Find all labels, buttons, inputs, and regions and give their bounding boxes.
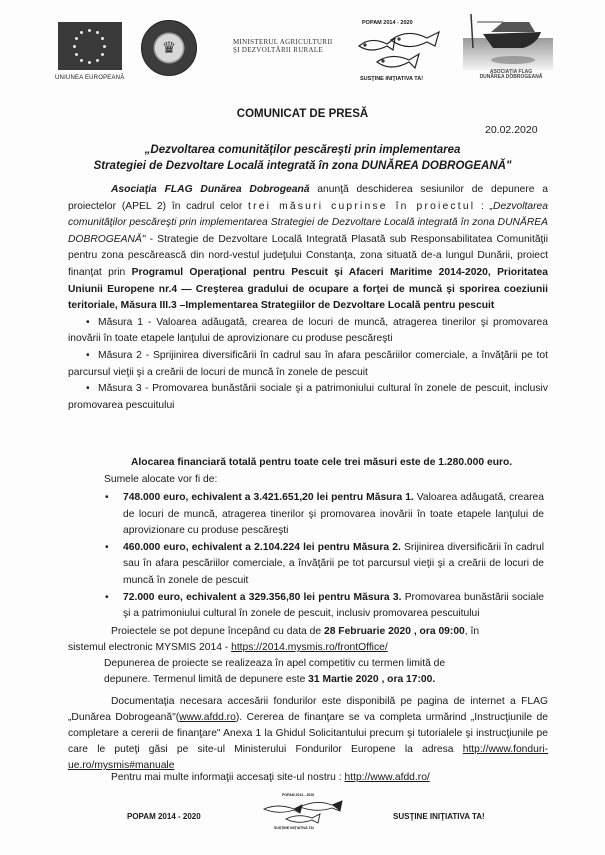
measure-item: • Măsura 2 - Sprijinirea diversificării în cadrul sau în afara pescăriilor comerciale, a învăţării pe tot parcursul vieţii şi a creării de locuri de muncă în zonele de pescuit: [68, 349, 548, 378]
flag-dunarea-dobrogeana-logo: ASOCIAŢIA FLAG DUNĂREA DOBROGEANĂ: [463, 10, 553, 82]
sums-list: [104, 490, 544, 623]
manuals-link[interactable]: http://www.fonduri-ue.ro/mysmis#manuale: [68, 744, 548, 771]
footer-slogan: SUSŢINE INIŢIATIVA TA!: [393, 812, 485, 821]
project-name: „Dezvoltarea comunităţilor pescăreşti prin implementarea Strategiei de Dezvoltare Locală integrată în zona DUNĂREA DOBROGEANĂ": [68, 200, 548, 245]
bullet-icon: •: [86, 349, 90, 361]
allocation-total: Alocarea financiară totală pentru toate cele trei măsuri este de 1.280.000 euro.: [131, 457, 513, 468]
bullet-icon: •: [105, 492, 109, 503]
measures-list: [68, 315, 548, 415]
page-title: COMUNICAT DE PRESĂ: [236, 108, 369, 120]
submission-section: Proiectele se pot depune începând cu data de 28 Februarie 2020 , ora 09:00, în sistemul electronic MYSMIS 2014 - https://2014.mysmis.ro/frontOffice/ Depunerea de proiecte se realizeaza în apel competitiv cu termen limită de depunere. Termenul limită de depunere este 31 Martie 2020 , ora 17:00.: [68, 626, 480, 685]
footer-popam-logo: POPAM 2014 - 2020 SUSŢINE INIŢIATIVA TA!: [260, 793, 350, 831]
program-name: Programul Operaţional pentru Pescuit şi Afaceri Maritime 2014-2020, Prioritatea Uniunii Europene nr.4 — Creşterea gradului de ocupare a forţei de muncă şi sporirea coeziunii teritoriale, Măsura III.3 –Implementarea Strategiilor de Dezvoltare Locală pentru pescuit: [68, 266, 548, 312]
sum-item: • 72.000 euro, echivalent a 329.356,80 lei pentru Măsura 3. Promovarea bunăstării sociale şi a patrimoniului cultural în zonele de pescuit, inclusiv promovarea pescuitului: [105, 591, 544, 620]
more-info: Pentru mai multe informaţii accesaţi site-ul nostru : http://www.afdd.ro/: [111, 772, 430, 783]
romanian-government-emblem-icon: [141, 20, 197, 76]
sum-item: • 460.000 euro, echivalent a 2.104.224 lei pentru Măsura 2. Srijinirea diversificării în cadrul sau în afara pescăriilor comerciale, a învăţării pe tot parcursul vieţii şi a creării de locuri de muncă în zonele de pescuit: [105, 541, 544, 586]
intro-section: [68, 182, 548, 414]
fish-icon: [357, 30, 443, 74]
bullet-icon: •: [105, 591, 109, 603]
boat-icon: [463, 10, 553, 70]
popam-logo: POPAM 2014 - 2020 SUSŢINE INIŢIATIVA TA!: [355, 18, 445, 84]
footer-popam: POPAM 2014 - 2020: [127, 812, 201, 821]
project-subtitle: „Dezvoltarea comunităţilor pescăreşti prin implementarea Strategiei de Dezvoltare Locală integrată în zona DUNĂREA DOBROGEANĂ": [93, 144, 512, 172]
sum-item: • 748.000 euro, echivalent a 3.421.651,20 lei pentru Măsura 1. Valoarea adăugată, crearea de locuri de muncă, atragerea tinerilor şi promovarea inovării în toate etapele lanţului de aprovizionare cu produse pescăreşti: [105, 492, 544, 537]
bullet-icon: •: [86, 383, 90, 395]
mysmis-link[interactable]: https://2014.mysmis.ro/frontOffice/: [231, 642, 388, 653]
documentation-paragraph: Documentaţia necesara accesării fondurilor este disponibilă pe pagina de internet a FLAG „Dunărea Dobrogeană"(www.afdd.ro). Cererea de finanţare se va completa urmărind „Instrucţiunile de completare a cererii de finanţare" Anexa 1 la Ghidul Solicitantului precum şi tutorialele şi instrucţiunile pe care le puteţi găsi pe site-ul Ministerului Fondurilor Europene la adresa http://www.fonduri-ue.ro/mysmis#manuale: [68, 696, 548, 771]
bullet-icon: •: [86, 316, 90, 328]
intro-paragraph: Asociaţia FLAG Dunărea Dobrogeană anunţă deschiderea sesiunilor de depunere a proiectelor (APEL 2) în cadrul celor trei măsuri cuprinse în proiectul : „Dezvoltarea comunităţilor pescăreşti prin implementarea Strategiei de Dezvoltare Locală integrată în zona DUNĂREA DOBROGEANĂ" - Strategie de Dezvoltare Locală Integrată Plasată sub Responsabilitatea Comunităţii pentru zona pescărească din nord-vestul judeţului Constanţa, zona situată de-a lungul Dunării, proiect finanţat prin Programul Operaţional pentru Pescuit şi Afaceri Maritime 2014-2020, Prioritatea Uniunii Europene nr.4 — Creşterea gradului de ocupare a forţei de muncă şi sporirea coeziunii teritoriale, Măsura III.3 –Implementarea Strategiilor de Dezvoltare Locală pentru pescuit: [68, 184, 549, 312]
eu-label: UNIUNEA EUROPEANĂ: [55, 75, 125, 81]
eu-flag-icon: [58, 22, 122, 70]
deadline: 31 Martie 2020 , ora 17:00.: [308, 674, 436, 685]
website-link[interactable]: http://www.afdd.ro/: [344, 772, 430, 783]
measure-item: • Măsura 1 - Valoarea adăugată, crearea de locuri de muncă, atragerea tinerilor şi promovarea inovării în toate etapele lanţului de aprovizionare cu produse pescăreşti: [68, 316, 548, 345]
release-date: 20.02.2020: [485, 124, 538, 136]
fish-icon: [260, 799, 350, 825]
start-date: 28 Februarie 2020 , ora 09:00: [323, 626, 465, 637]
measure-item: • Măsura 3 - Promovarea bunăstării sociale şi a patrimoniului cultural în zonele de pescuit, inclusiv promovarea pescuitului: [68, 383, 548, 411]
organization-name: Asociaţia FLAG Dunărea Dobrogeană: [111, 184, 310, 195]
header-logos: [55, 18, 565, 88]
sums-label: Sumele alocate vor fi de:: [104, 474, 218, 485]
ministry-label: MINISTERUL AGRICULTURII ŞI DEZVOLTĂRII RURALE: [233, 38, 333, 54]
bullet-icon: •: [105, 541, 109, 553]
eagle-icon: ♛: [155, 34, 183, 62]
afdd-link[interactable]: www.afdd.ro: [179, 712, 236, 723]
